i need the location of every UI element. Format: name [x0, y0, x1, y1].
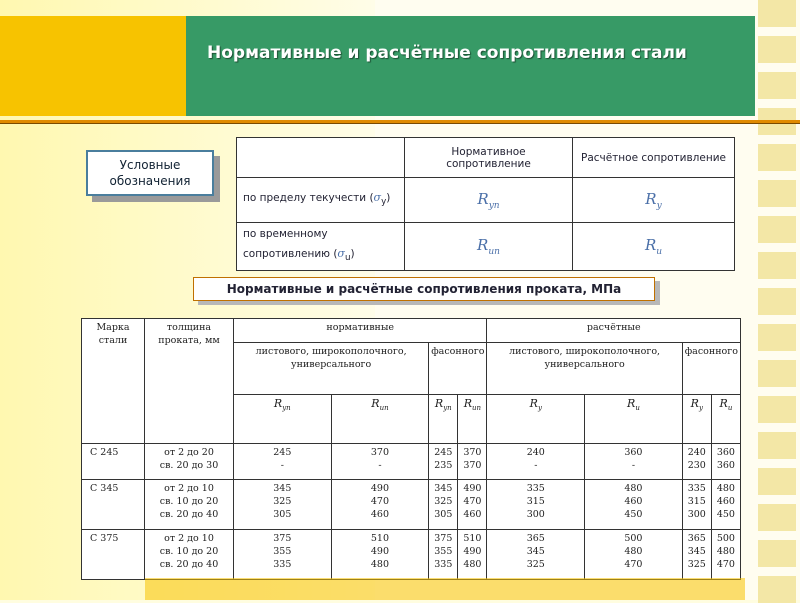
- symbol-ru: $R_u$: [573, 223, 735, 271]
- value-cell: 245 -: [234, 444, 332, 480]
- value-cell: 490 470 460: [458, 480, 487, 530]
- value-cell: 375 355 335: [234, 530, 332, 580]
- value-cell: 335 315 300: [682, 480, 711, 530]
- value-cell: 240 230: [682, 444, 711, 480]
- header-calculated-group: расчётные: [487, 319, 741, 343]
- symbol-ryn: $R_{yn}$: [405, 178, 573, 223]
- value-cell: 490 470 460: [331, 480, 429, 530]
- thickness-cell: от 2 до 10 св. 10 до 20 св. 20 до 40: [145, 480, 234, 530]
- value-cell: 360 360: [711, 444, 740, 480]
- value-cell: 370 370: [458, 444, 487, 480]
- table-row: [82, 530, 741, 580]
- symbols-table-corner: [237, 138, 405, 178]
- header-calculated: Расчётное сопротивление: [573, 138, 735, 178]
- value-cell: 480 460 450: [585, 480, 683, 530]
- symbol-cell: $R_{yn}$: [429, 395, 458, 444]
- value-cell: 360 -: [585, 444, 683, 480]
- value-cell: 345 325 305: [234, 480, 332, 530]
- symbol-cell: $R_u$: [585, 395, 683, 444]
- header-normative: Нормативное сопротивление: [405, 138, 573, 178]
- value-cell: 370 -: [331, 444, 429, 480]
- symbol-cell: $R_{un}$: [458, 395, 487, 444]
- thickness-cell: от 2 до 20 св. 20 до 30: [145, 444, 234, 480]
- value-cell: 365 345 325: [682, 530, 711, 580]
- row-label: по пределу текучести $(\sigma_y)$: [237, 178, 405, 223]
- header-grade: Марка стали: [82, 319, 145, 444]
- value-cell: 510 490 480: [331, 530, 429, 580]
- header-sheet-calc: листового, широкополочного, универсального: [487, 343, 682, 395]
- resistance-header-row: [82, 319, 741, 343]
- table-row: [82, 444, 741, 480]
- value-cell: 480 460 450: [711, 480, 740, 530]
- resistance-table: [81, 318, 741, 580]
- value-cell: 500 480 470: [711, 530, 740, 580]
- grade-cell: С 245: [82, 444, 145, 480]
- header-sheet-norm: листового, широкополочного, универсального: [234, 343, 429, 395]
- header-thickness: толщина проката, мм: [145, 319, 234, 444]
- symbol-cell: $R_{un}$: [331, 395, 429, 444]
- legend-label: Условные обозначения: [109, 158, 191, 188]
- value-cell: 240 -: [487, 444, 585, 480]
- slide-title: Нормативные и расчётные сопротивления стали: [207, 43, 687, 63]
- thickness-cell: от 2 до 10 св. 10 до 20 св. 20 до 40: [145, 530, 234, 580]
- header-shaped-norm: фасонного: [429, 343, 487, 395]
- header-green-bar: [186, 16, 755, 116]
- symbol-cell: $R_y$: [487, 395, 585, 444]
- value-cell: 365 345 325: [487, 530, 585, 580]
- bottom-highlight-band: [145, 578, 745, 600]
- value-cell: 335 315 300: [487, 480, 585, 530]
- value-cell: 245 235: [429, 444, 458, 480]
- decorative-stripes: [752, 0, 800, 600]
- symbol-ry: $R_y$: [573, 178, 735, 223]
- legend-box: [86, 150, 214, 196]
- row-label: по временному сопротивлению $(\sigma_u)$: [237, 223, 405, 271]
- section-banner: Нормативные и расчётные сопротивления проката, МПа: [193, 277, 655, 301]
- symbol-cell: $R_u$: [711, 395, 740, 444]
- symbol-run: $R_{un}$: [405, 223, 573, 271]
- grade-cell: С 345: [82, 480, 145, 530]
- symbol-cell: $R_{yn}$: [234, 395, 332, 444]
- header-normative-group: нормативные: [234, 319, 487, 343]
- symbols-table: [236, 137, 735, 271]
- value-cell: 510 490 480: [458, 530, 487, 580]
- header-shaped-calc: фасонного: [682, 343, 740, 395]
- grade-cell: С 375: [82, 530, 145, 580]
- header-divider-shadow: [0, 123, 800, 124]
- header-yellow-block: [0, 16, 186, 116]
- value-cell: 375 355 335: [429, 530, 458, 580]
- value-cell: 345 325 305: [429, 480, 458, 530]
- resistance-data-rows: [82, 444, 741, 580]
- table-row: [82, 480, 741, 530]
- symbol-cell: $R_y$: [682, 395, 711, 444]
- symbols-table-header-row: [237, 138, 735, 178]
- symbols-table-row: [237, 178, 735, 223]
- symbols-table-row: [237, 223, 735, 271]
- value-cell: 500 480 470: [585, 530, 683, 580]
